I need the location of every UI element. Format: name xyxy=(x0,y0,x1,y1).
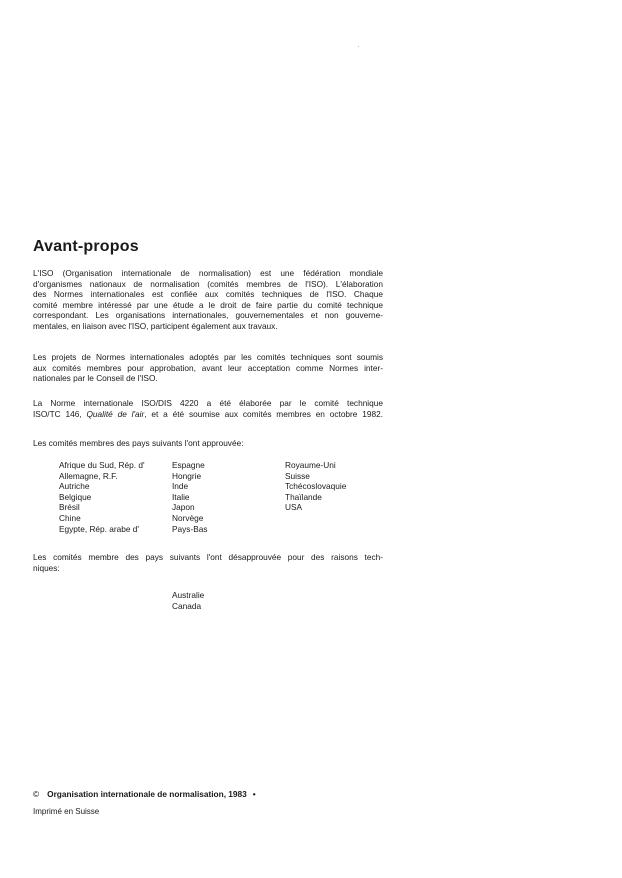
country-name: Norvège xyxy=(172,512,204,523)
copyright-footer xyxy=(33,789,256,799)
copyright-text: Organisation internationale de normalisation, 1983 xyxy=(47,789,247,799)
paragraph-approval-intro: Les comités membres des pays suivants l'ont approuvée: xyxy=(33,438,244,448)
country-name: Belgique xyxy=(59,491,92,502)
scan-speck xyxy=(358,46,359,47)
country-name: Allemagne, R.F. xyxy=(59,470,118,481)
paragraph-iso-intro xyxy=(33,268,383,332)
bullet-icon: • xyxy=(252,789,256,799)
committee-reference: ISO/TC 146, xyxy=(33,408,87,419)
paragraph-line: Les comités membre des pays suivants l'ont désapprouvée pour des raisons tech- xyxy=(33,552,383,562)
page-title: Avant-propos xyxy=(33,238,139,255)
paragraph-line: L'ISO (Organisation internationale de normalisation) est une fédération mondiale xyxy=(33,268,383,278)
paragraph-line: nationales par le Conseil de l'ISO. xyxy=(33,373,158,384)
approving-countries-column-1 xyxy=(59,460,145,534)
copyright-icon: © xyxy=(33,789,40,799)
country-name: Hongrie xyxy=(172,470,202,481)
approving-countries-column-3 xyxy=(285,460,346,513)
country-name: Japon xyxy=(172,502,195,513)
country-name: Suisse xyxy=(285,470,310,481)
country-name: Pays-Bas xyxy=(172,523,208,534)
country-name: Royaume-Uni xyxy=(285,460,336,470)
paragraph-line: mentales, en liaison avec l'ISO, participent également aux travaux. xyxy=(33,320,278,331)
country-name: Australie xyxy=(172,590,205,600)
paragraph-line: niques: xyxy=(33,562,60,573)
country-name: Chine xyxy=(59,512,81,523)
paragraph-line: La Norme internationale ISO/DIS 4220 a été élaborée par le comité technique xyxy=(33,398,383,408)
country-name: Egypte, Rép. arabe d' xyxy=(59,523,139,534)
submission-note: , et a été soumise aux comités membres en octobre 1982. xyxy=(144,408,384,419)
printed-location: Imprimé en Suisse xyxy=(33,807,100,816)
paragraph-line: Les projets de Normes internationales adoptés par les comités techniques sont soumis xyxy=(33,352,383,362)
country-name: USA xyxy=(285,502,303,513)
paragraph-standard-origin xyxy=(33,398,383,419)
disapproving-countries xyxy=(172,590,204,611)
paragraph-line: comité membre intéressé par une étude a le droit de faire partie du comité technique xyxy=(33,299,383,310)
country-name: Italie xyxy=(172,491,190,502)
committee-title: Qualité de l'air xyxy=(86,408,145,419)
country-name: Canada xyxy=(172,600,202,611)
approving-countries-column-2 xyxy=(172,460,208,534)
country-name: Brésil xyxy=(59,502,80,513)
paragraph-line: des Normes internationales est confiée aux comités techniques de l'ISO. Chaque xyxy=(33,289,383,300)
paragraph-line: d'organismes nationaux de normalisation (comités membres de l'ISO). L'élaboration xyxy=(33,278,383,289)
paragraph-line: correspondant. Les organisations internationales, gouvernementales et non gouverne- xyxy=(33,310,383,321)
country-name: Afrique du Sud, Rép. d' xyxy=(59,460,145,470)
paragraph-draft-standards xyxy=(33,352,383,384)
paragraph-line xyxy=(33,409,383,420)
paragraph-disapproval-intro xyxy=(33,552,383,573)
country-name: Thaïlande xyxy=(285,491,322,502)
paragraph-line: aux comités membres pour approbation, avant leur acceptation comme Normes inter- xyxy=(33,362,383,373)
country-name: Espagne xyxy=(172,460,205,470)
country-name: Autriche xyxy=(59,481,90,492)
country-name: Inde xyxy=(172,481,189,492)
country-name: Tchécoslovaquie xyxy=(285,481,347,492)
